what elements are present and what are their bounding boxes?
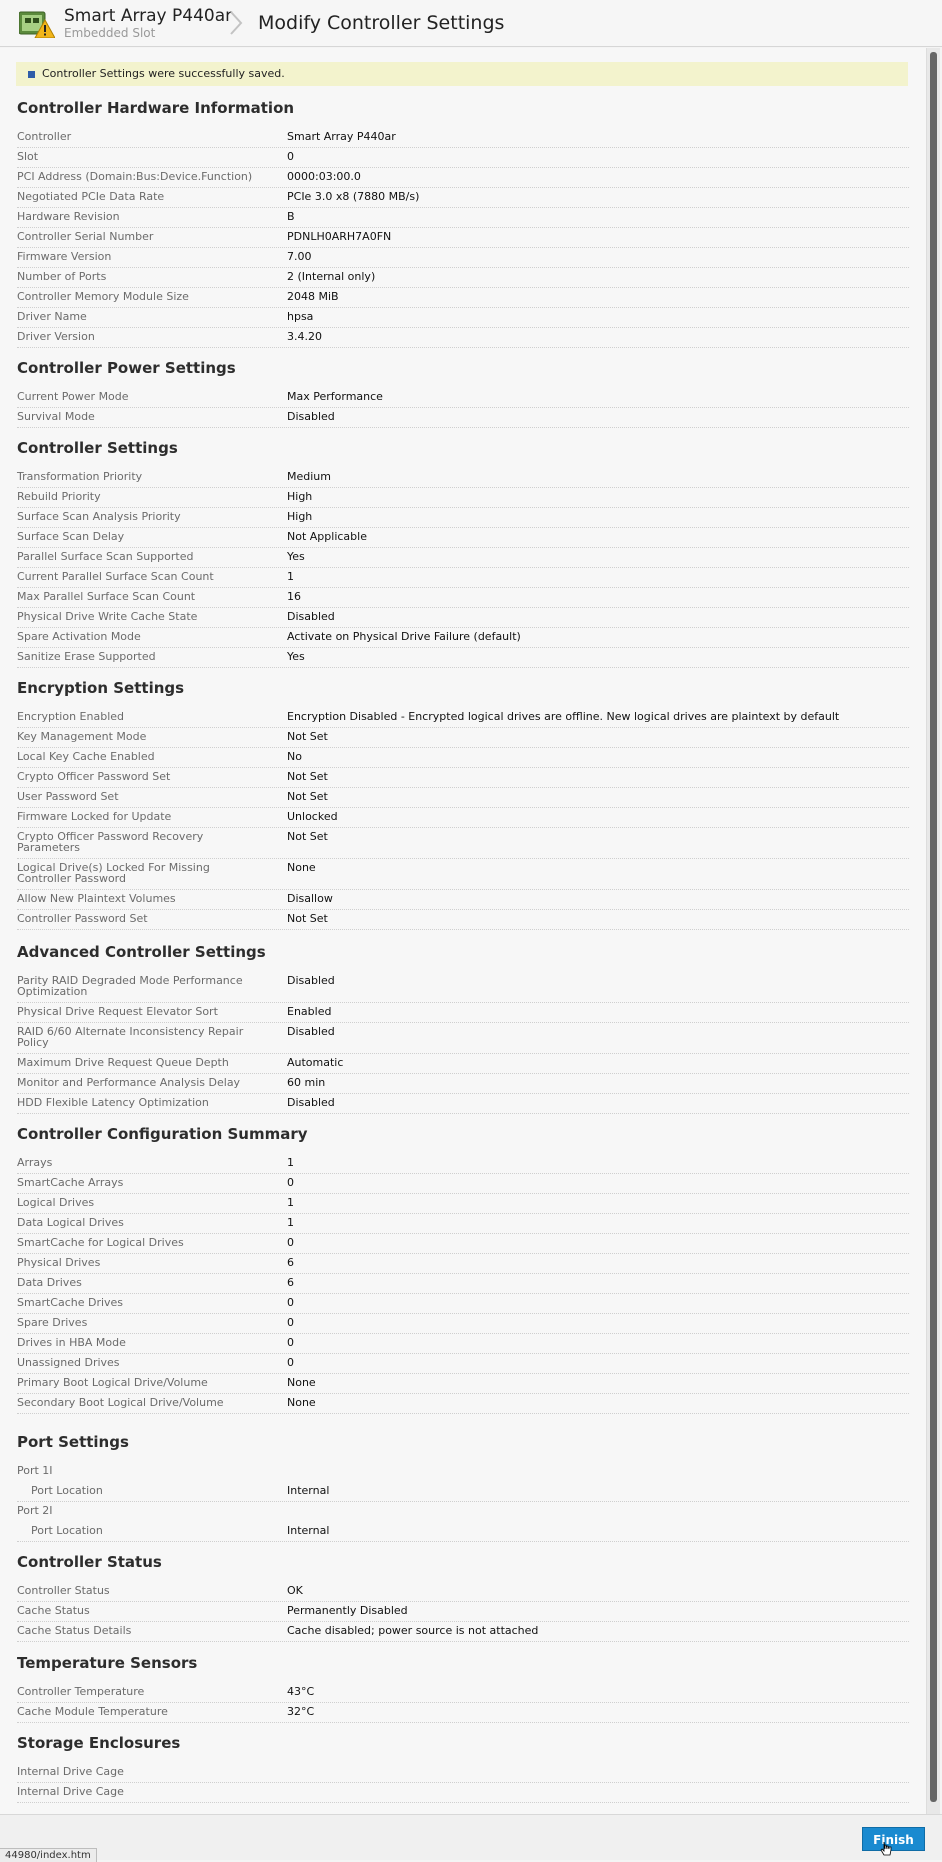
info-row <box>17 1274 909 1294</box>
row-value: PDNLH0ARH7A0FN <box>287 230 392 243</box>
row-value: B <box>287 210 295 223</box>
row-label: Physical Drive Write Cache State <box>17 610 198 623</box>
row-value: 60 min <box>287 1076 326 1089</box>
row-label: Unassigned Drives <box>17 1356 120 1369</box>
row-value: 2 (Internal only) <box>287 270 376 283</box>
row-value: 16 <box>287 590 301 603</box>
port-name: Port 1I <box>17 1464 53 1477</box>
row-value: Cache disabled; power source is not attached <box>287 1624 539 1637</box>
info-row <box>17 468 909 488</box>
port-row <box>17 1462 909 1482</box>
info-row <box>17 768 909 788</box>
row-value: None <box>287 861 316 874</box>
row-value: 3.4.20 <box>287 330 322 343</box>
row-value: Enabled <box>287 1005 332 1018</box>
row-label: Surface Scan Analysis Priority <box>17 510 181 523</box>
row-label: Internal Drive Cage <box>17 1765 124 1778</box>
row-value: High <box>287 510 313 523</box>
info-row <box>17 972 909 1003</box>
info-row <box>17 228 909 248</box>
info-row <box>17 508 909 528</box>
row-label: PCI Address (Domain:Bus:Device.Function) <box>17 170 253 183</box>
info-row <box>17 388 909 408</box>
row-label: Current Power Mode <box>17 390 129 403</box>
row-value: Activate on Physical Drive Failure (default) <box>287 630 521 643</box>
info-row <box>17 528 909 548</box>
row-value: 0000:03:00.0 <box>287 170 361 183</box>
row-label: Controller Status <box>17 1584 110 1597</box>
info-row <box>17 1294 909 1314</box>
row-value: 32°C <box>287 1705 315 1718</box>
enclosure-row[interactable] <box>17 1763 909 1783</box>
row-value: Internal <box>287 1524 330 1537</box>
row-label: Primary Boot Logical Drive/Volume <box>17 1376 208 1389</box>
row-value: OK <box>287 1584 303 1597</box>
info-row <box>17 1234 909 1254</box>
header-bar <box>0 0 942 47</box>
info-row <box>17 128 909 148</box>
row-label: Rebuild Priority <box>17 490 101 503</box>
row-label: Port Location <box>31 1484 103 1497</box>
row-value: Unlocked <box>287 810 338 823</box>
section-title-power: Controller Power Settings <box>17 359 236 377</box>
row-label: Negotiated PCIe Data Rate <box>17 190 165 203</box>
info-row <box>17 1602 909 1622</box>
row-label: Parallel Surface Scan Supported <box>17 550 194 563</box>
row-label: Controller Serial Number <box>17 230 154 243</box>
section-title-temperature: Temperature Sensors <box>17 1654 198 1672</box>
info-row <box>17 910 909 930</box>
row-label: Controller Memory Module Size <box>17 290 189 303</box>
row-label: Allow New Plaintext Volumes <box>17 892 176 905</box>
row-value: 1 <box>287 1216 294 1229</box>
info-row <box>17 188 909 208</box>
row-value: 43°C <box>287 1685 315 1698</box>
row-value: Not Set <box>287 830 328 843</box>
info-row <box>17 1622 909 1642</box>
row-value: Disallow <box>287 892 333 905</box>
row-value: Permanently Disabled <box>287 1604 408 1617</box>
row-value: Not Applicable <box>287 530 367 543</box>
info-row <box>17 1482 909 1502</box>
row-label: Local Key Cache Enabled <box>17 750 155 763</box>
row-label: Controller Password Set <box>17 912 148 925</box>
info-row <box>17 488 909 508</box>
row-value: Not Set <box>287 770 328 783</box>
row-value: 6 <box>287 1256 294 1269</box>
row-label: Cache Status <box>17 1604 90 1617</box>
row-label: Port Location <box>31 1524 103 1537</box>
info-row <box>17 890 909 910</box>
row-value: Yes <box>287 550 305 563</box>
row-value: None <box>287 1396 316 1409</box>
info-row <box>17 588 909 608</box>
info-row <box>17 308 909 328</box>
row-value: Disabled <box>287 974 335 987</box>
row-label: Monitor and Performance Analysis Delay <box>17 1076 241 1089</box>
row-value: 7.00 <box>287 250 312 263</box>
row-value: Not Set <box>287 790 328 803</box>
row-value: Medium <box>287 470 331 483</box>
row-label: Spare Drives <box>17 1316 88 1329</box>
info-row <box>17 728 909 748</box>
row-value: 0 <box>287 1296 294 1309</box>
section-title-config: Controller Configuration Summary <box>17 1125 308 1143</box>
info-row <box>17 1174 909 1194</box>
row-label: HDD Flexible Latency Optimization <box>17 1096 209 1109</box>
row-label: Cache Status Details <box>17 1624 132 1637</box>
row-value: Disabled <box>287 410 335 423</box>
row-label: Firmware Version <box>17 250 112 263</box>
row-label: Sanitize Erase Supported <box>17 650 156 663</box>
info-row <box>17 859 909 890</box>
row-label: Crypto Officer Password Recovery Parameters <box>17 830 204 854</box>
mouse-cursor-icon <box>880 1841 892 1857</box>
port-row <box>17 1502 909 1522</box>
scrollbar-thumb[interactable] <box>930 52 937 1802</box>
info-row <box>17 1154 909 1174</box>
info-row <box>17 268 909 288</box>
success-notice <box>16 62 908 86</box>
content-scrollbar[interactable] <box>926 48 940 1814</box>
info-row <box>17 1394 909 1414</box>
row-label: Current Parallel Surface Scan Count <box>17 570 214 583</box>
section-title-advanced: Advanced Controller Settings <box>17 943 266 961</box>
info-row <box>17 648 909 668</box>
row-label: Driver Name <box>17 310 87 323</box>
breadcrumb-chevron-icon <box>228 9 244 37</box>
row-value: Not Set <box>287 912 328 925</box>
row-label: Internal Drive Cage <box>17 1785 124 1798</box>
row-value: Not Set <box>287 730 328 743</box>
row-label: Arrays <box>17 1156 53 1169</box>
row-label: Data Logical Drives <box>17 1216 124 1229</box>
info-row <box>17 1683 909 1703</box>
row-label: Maximum Drive Request Queue Depth <box>17 1056 229 1069</box>
row-label: Key Management Mode <box>17 730 147 743</box>
row-label: Firmware Locked for Update <box>17 810 172 823</box>
row-label: Crypto Officer Password Set <box>17 770 171 783</box>
info-row <box>17 1582 909 1602</box>
row-label: Surface Scan Delay <box>17 530 125 543</box>
info-row <box>17 1354 909 1374</box>
info-row <box>17 408 909 428</box>
info-row <box>17 288 909 308</box>
row-label: Hardware Revision <box>17 210 120 223</box>
info-row <box>17 1094 909 1114</box>
row-label: SmartCache for Logical Drives <box>17 1236 184 1249</box>
row-value: PCIe 3.0 x8 (7880 MB/s) <box>287 190 420 203</box>
section-title-settings: Controller Settings <box>17 439 178 457</box>
row-value: 1 <box>287 1156 294 1169</box>
row-label: Slot <box>17 150 39 163</box>
info-row <box>17 788 909 808</box>
info-row <box>17 1703 909 1723</box>
info-row <box>17 168 909 188</box>
row-label: Logical Drives <box>17 1196 95 1209</box>
row-label: Survival Mode <box>17 410 95 423</box>
row-value: Automatic <box>287 1056 344 1069</box>
row-value: Internal <box>287 1484 330 1497</box>
row-label: SmartCache Drives <box>17 1296 124 1309</box>
row-label: Parity RAID Degraded Mode Performance Optimization <box>17 974 243 998</box>
page-title: Modify Controller Settings <box>258 12 505 34</box>
success-notice-text: Controller Settings were successfully saved. <box>42 67 285 80</box>
info-row <box>17 1074 909 1094</box>
row-value: 0 <box>287 1336 294 1349</box>
row-value: 1 <box>287 570 294 583</box>
row-label: Cache Module Temperature <box>17 1705 168 1718</box>
row-value: Disabled <box>287 610 335 623</box>
info-row <box>17 328 909 348</box>
section-title-hardware: Controller Hardware Information <box>17 99 295 117</box>
row-value: 2048 MiB <box>287 290 339 303</box>
row-label: Number of Ports <box>17 270 107 283</box>
info-row <box>17 1314 909 1334</box>
info-row <box>17 248 909 268</box>
info-row <box>17 628 909 648</box>
row-label: User Password Set <box>17 790 119 803</box>
info-icon <box>28 71 35 78</box>
row-value: 0 <box>287 150 294 163</box>
row-label: Max Parallel Surface Scan Count <box>17 590 196 603</box>
info-row <box>17 748 909 768</box>
row-label: Encryption Enabled <box>17 710 125 723</box>
row-label: Physical Drives <box>17 1256 101 1269</box>
row-value: None <box>287 1376 316 1389</box>
section-title-enclosures: Storage Enclosures <box>17 1734 181 1752</box>
row-label: Controller Temperature <box>17 1685 145 1698</box>
info-row <box>17 1054 909 1074</box>
section-title-encryption: Encryption Settings <box>17 679 185 697</box>
row-label: Spare Activation Mode <box>17 630 141 643</box>
controller-location: Embedded Slot <box>64 26 156 40</box>
row-value: 0 <box>287 1176 294 1189</box>
row-label: RAID 6/60 Alternate Inconsistency Repair Policy <box>17 1025 244 1049</box>
finish-button[interactable]: Finish <box>862 1827 925 1851</box>
info-row <box>17 708 909 728</box>
browser-status-url: 44980/index.htm <box>0 1848 97 1862</box>
row-value: Disabled <box>287 1096 335 1109</box>
info-row <box>17 568 909 588</box>
info-row <box>17 148 909 168</box>
row-label: Controller <box>17 130 72 143</box>
info-row <box>17 608 909 628</box>
row-value: Encryption Disabled - Encrypted logical drives are offline. New logical drives are plaintext by default <box>287 710 840 723</box>
enclosure-row[interactable] <box>17 1783 909 1803</box>
row-label: Secondary Boot Logical Drive/Volume <box>17 1396 224 1409</box>
content-pane <box>0 48 926 1814</box>
info-row <box>17 1334 909 1354</box>
info-row <box>17 1214 909 1234</box>
info-row <box>17 1254 909 1274</box>
row-value: Max Performance <box>287 390 383 403</box>
footer-bar <box>0 1814 942 1860</box>
row-value: 0 <box>287 1356 294 1369</box>
row-label: Logical Drive(s) Locked For Missing Controller Password <box>17 861 210 885</box>
row-value: Yes <box>287 650 305 663</box>
row-value: Smart Array P440ar <box>287 130 396 143</box>
row-value: 0 <box>287 1316 294 1329</box>
section-title-ports: Port Settings <box>17 1433 129 1451</box>
info-row <box>17 1023 909 1054</box>
row-label: Driver Version <box>17 330 95 343</box>
controller-warning-icon <box>19 10 55 38</box>
row-label: SmartCache Arrays <box>17 1176 124 1189</box>
row-value: Disabled <box>287 1025 335 1038</box>
info-row <box>17 1374 909 1394</box>
row-label: Physical Drive Request Elevator Sort <box>17 1005 218 1018</box>
row-value: No <box>287 750 302 763</box>
row-value: 6 <box>287 1276 294 1289</box>
info-row <box>17 1194 909 1214</box>
port-name: Port 2I <box>17 1504 53 1517</box>
info-row <box>17 828 909 859</box>
row-value: hpsa <box>287 310 314 323</box>
info-row <box>17 548 909 568</box>
info-row <box>17 208 909 228</box>
section-title-status: Controller Status <box>17 1553 162 1571</box>
row-label: Data Drives <box>17 1276 82 1289</box>
row-value: High <box>287 490 313 503</box>
controller-name: Smart Array P440ar <box>64 6 233 26</box>
row-value: 1 <box>287 1196 294 1209</box>
row-value: 0 <box>287 1236 294 1249</box>
info-row <box>17 1522 909 1542</box>
row-label: Transformation Priority <box>17 470 143 483</box>
info-row <box>17 808 909 828</box>
row-label: Drives in HBA Mode <box>17 1336 126 1349</box>
info-row <box>17 1003 909 1023</box>
